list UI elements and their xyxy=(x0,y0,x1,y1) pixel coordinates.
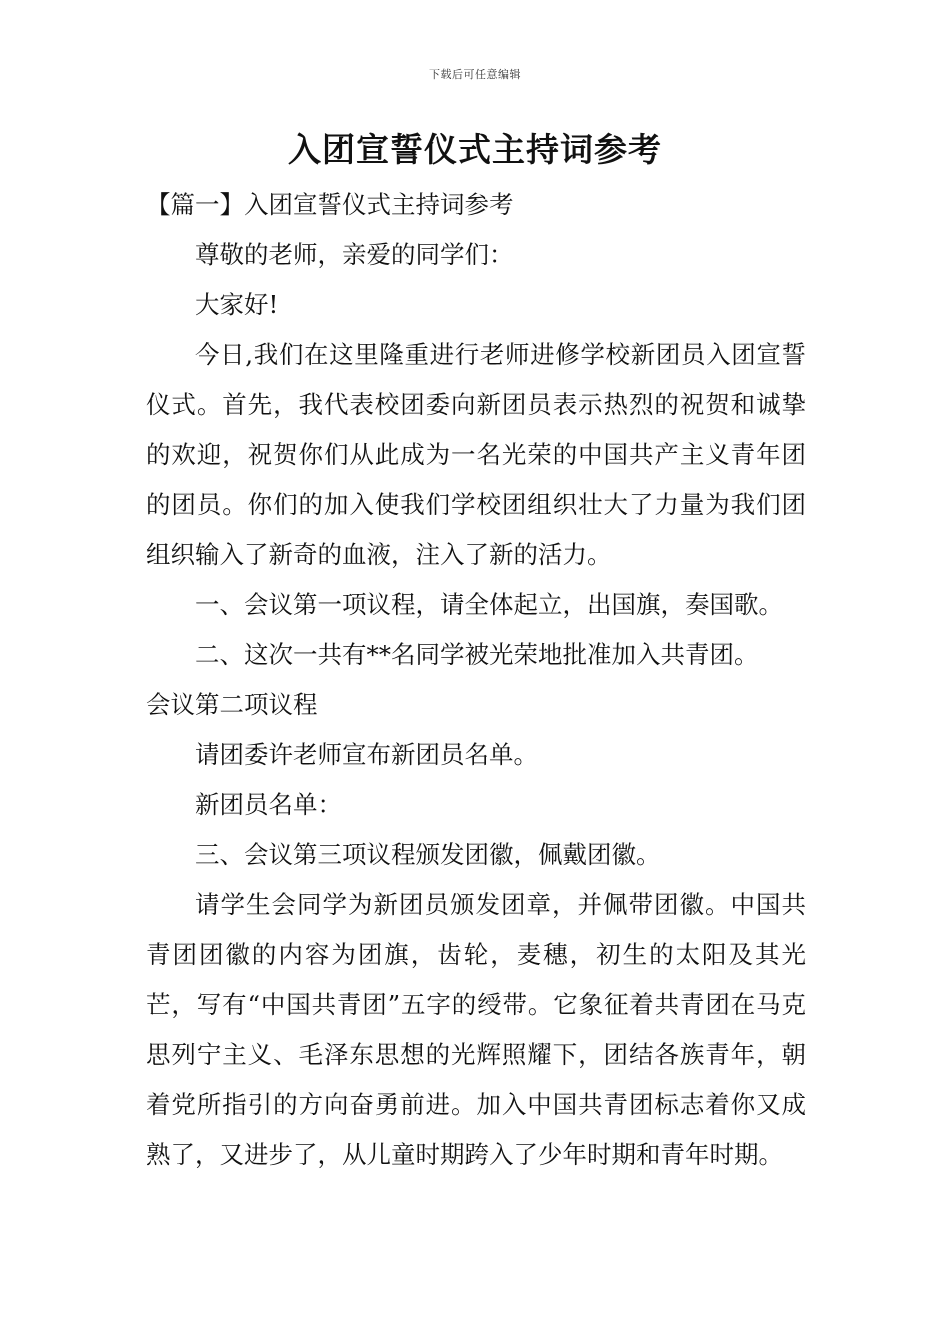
agenda-item-2-continued: 会议第二项议程 xyxy=(146,690,318,719)
member-list-label: 新团员名单： xyxy=(195,790,342,819)
header-note: 下载后可任意编辑 xyxy=(429,68,521,81)
hello-paragraph: 大家好! xyxy=(195,290,279,319)
section-heading: 【篇一】入团宣誓仪式主持词参考 xyxy=(146,190,514,219)
document-body xyxy=(146,180,806,1180)
agenda-item-1: 一、会议第一项议程，请全体起立，出国旗，奏国歌。 xyxy=(195,590,783,619)
announce-list-paragraph: 请团委许老师宣布新团员名单。 xyxy=(195,740,538,769)
agenda-item-2: 二、这次一共有**名同学被光荣地批准加入共青团。 xyxy=(195,640,759,669)
opening-paragraph: 今日,我们在这里隆重进行老师进修学校新团员入团宣誓仪式。首先，我代表校团委向新团员表示热烈的祝贺和诚挚的欢迎，祝贺你们从此成为一名光荣的中国共产主义青年团的团员。你们的加入使我们学校团组织壮大了力量为我们团组织输入了新奇的血液，注入了新的活力。 xyxy=(146,340,806,569)
greeting-paragraph: 尊敬的老师，亲爱的同学们： xyxy=(195,240,514,269)
agenda-item-3: 三、会议第三项议程颁发团徽，佩戴团徽。 xyxy=(195,840,661,869)
document-title: 入团宣誓仪式主持词参考 xyxy=(288,130,662,169)
badge-paragraph: 请学生会同学为新团员颁发团章，并佩带团徽。中国共青团团徽的内容为团旗，齿轮，麦穗，初生的太阳及其光芒，写有“中国共青团”五字的绶带。它象征着共青团在马克思列宁主义、毛泽东思想的光辉照耀下，团结各族青年，朝着党所指引的方向奋勇前进。加入中国共青团标志着你又成熟了，又进步了，从儿童时期跨入了少年时期和青年时期。 xyxy=(146,890,806,1169)
